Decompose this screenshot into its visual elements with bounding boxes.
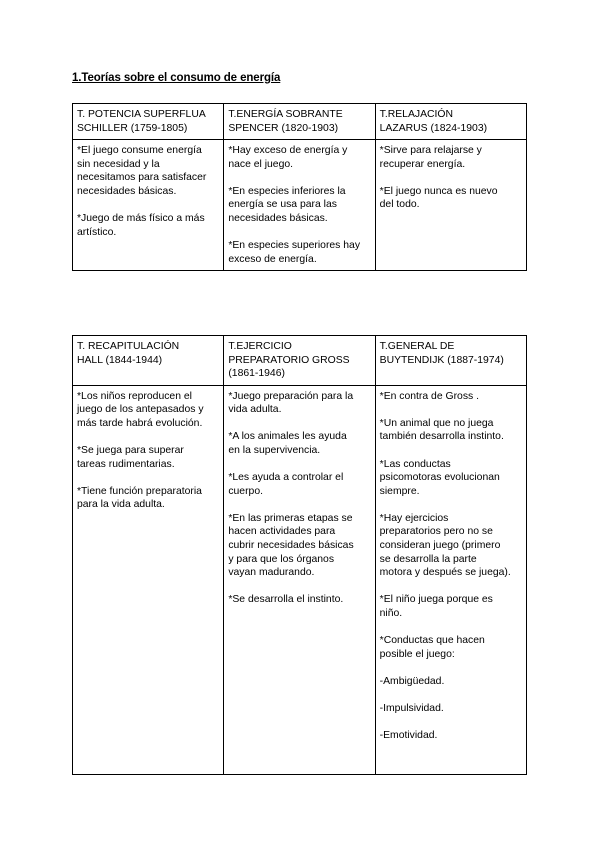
cell-paragraph: -Impulsividad. — [379, 702, 444, 714]
header-cell-general-buytendijk: T.GENERAL DE BUYTENDIJK (1887-1974) — [375, 336, 526, 386]
cell-paragraph: *Los niños reproducen el juego de los antepasados y más tarde habrá evolución. — [77, 390, 204, 429]
cell-paragraph: *Hay exceso de energía y nace el juego. — [228, 145, 348, 170]
cell-paragraph: *Conductas que hacen posible el juego: — [379, 635, 485, 660]
cell-paragraph: *Un animal que no juega también desarrolla instinto. — [379, 417, 504, 443]
cell-paragraph: *Se desarrolla el instinto. — [228, 594, 344, 606]
cell-paragraph: *En contra de Gross . — [379, 390, 479, 402]
cell-paragraph: *En especies superiores hay exceso de energía. — [228, 240, 361, 265]
table-body-row — [73, 140, 527, 271]
header-cell-ejercicio-preparatorio: T.EJERCICIO PREPARATORIO GROSS (1861-1946) — [224, 336, 375, 386]
page-title: 1.Teorías sobre el consumo de energía — [72, 72, 281, 84]
table-header-row — [73, 336, 527, 386]
table-body-row — [73, 385, 527, 774]
cell-paragraph: -Emotividad. — [379, 729, 438, 741]
cell-paragraph: *El niño juega porque es niño. — [379, 594, 493, 619]
cell-paragraph: *Hay ejercicios preparatorios pero no se consideran juego (primero se desarrolla la parte motora y después se juega). — [379, 512, 511, 579]
cell-paragraph: *El juego nunca es nuevo del todo. — [379, 185, 498, 211]
cell-paragraph: *Se juega para superar tareas rudimentarias. — [77, 445, 184, 470]
cell-paragraph: *Les ayuda a controlar el cuerpo. — [228, 472, 344, 497]
cell-paragraph: *En especies inferiores la energía se usa para las necesidades básicas. — [228, 185, 346, 225]
cell-paragraph: *En las primeras etapas se hacen actividades para cubrir necesidades básicas y para que los órganos vayan madurando. — [228, 512, 354, 579]
cell-potencia-superflua — [73, 140, 224, 271]
cell-recapitulacion — [73, 385, 224, 774]
cell-paragraph: -Ambigüedad. — [379, 675, 445, 687]
cell-ejercicio-preparatorio — [224, 385, 375, 774]
header-cell-recapitulacion: T. RECAPITULACIÓN HALL (1844-1944) — [73, 336, 224, 386]
cell-paragraph: *Las conductas psicomotoras evolucionan siempre. — [379, 458, 500, 497]
cell-paragraph: *El juego consume energía sin necesidad y la necesitamos para satisfacer necesidades básicas. — [77, 145, 207, 197]
cell-paragraph: *A los animales les ayuda en la supervivencia. — [228, 431, 347, 457]
cell-general-buytendijk — [375, 385, 526, 774]
table-header-row — [73, 104, 527, 140]
cell-paragraph: *Juego de más físico a más artístico. — [77, 213, 205, 238]
cell-paragraph: *Juego preparación para la vida adulta. — [228, 390, 354, 416]
cell-paragraph: *Sirve para relajarse y recuperar energía. — [379, 145, 482, 170]
header-cell-potencia-superflua: T. POTENCIA SUPERFLUA SCHILLER (1759-1805) — [73, 104, 224, 140]
header-cell-relajacion: T.RELAJACIÓN LAZARUS (1824-1903) — [375, 104, 526, 140]
cell-energia-sobrante — [224, 140, 375, 271]
theories-table-2 — [72, 335, 527, 775]
cell-paragraph: *Tiene función preparatoria para la vida adulta. — [77, 485, 202, 511]
header-cell-energia-sobrante: T.ENERGÍA SOBRANTE SPENCER (1820-1903) — [224, 104, 375, 140]
theories-table-1 — [72, 103, 527, 271]
cell-relajacion — [375, 140, 526, 271]
